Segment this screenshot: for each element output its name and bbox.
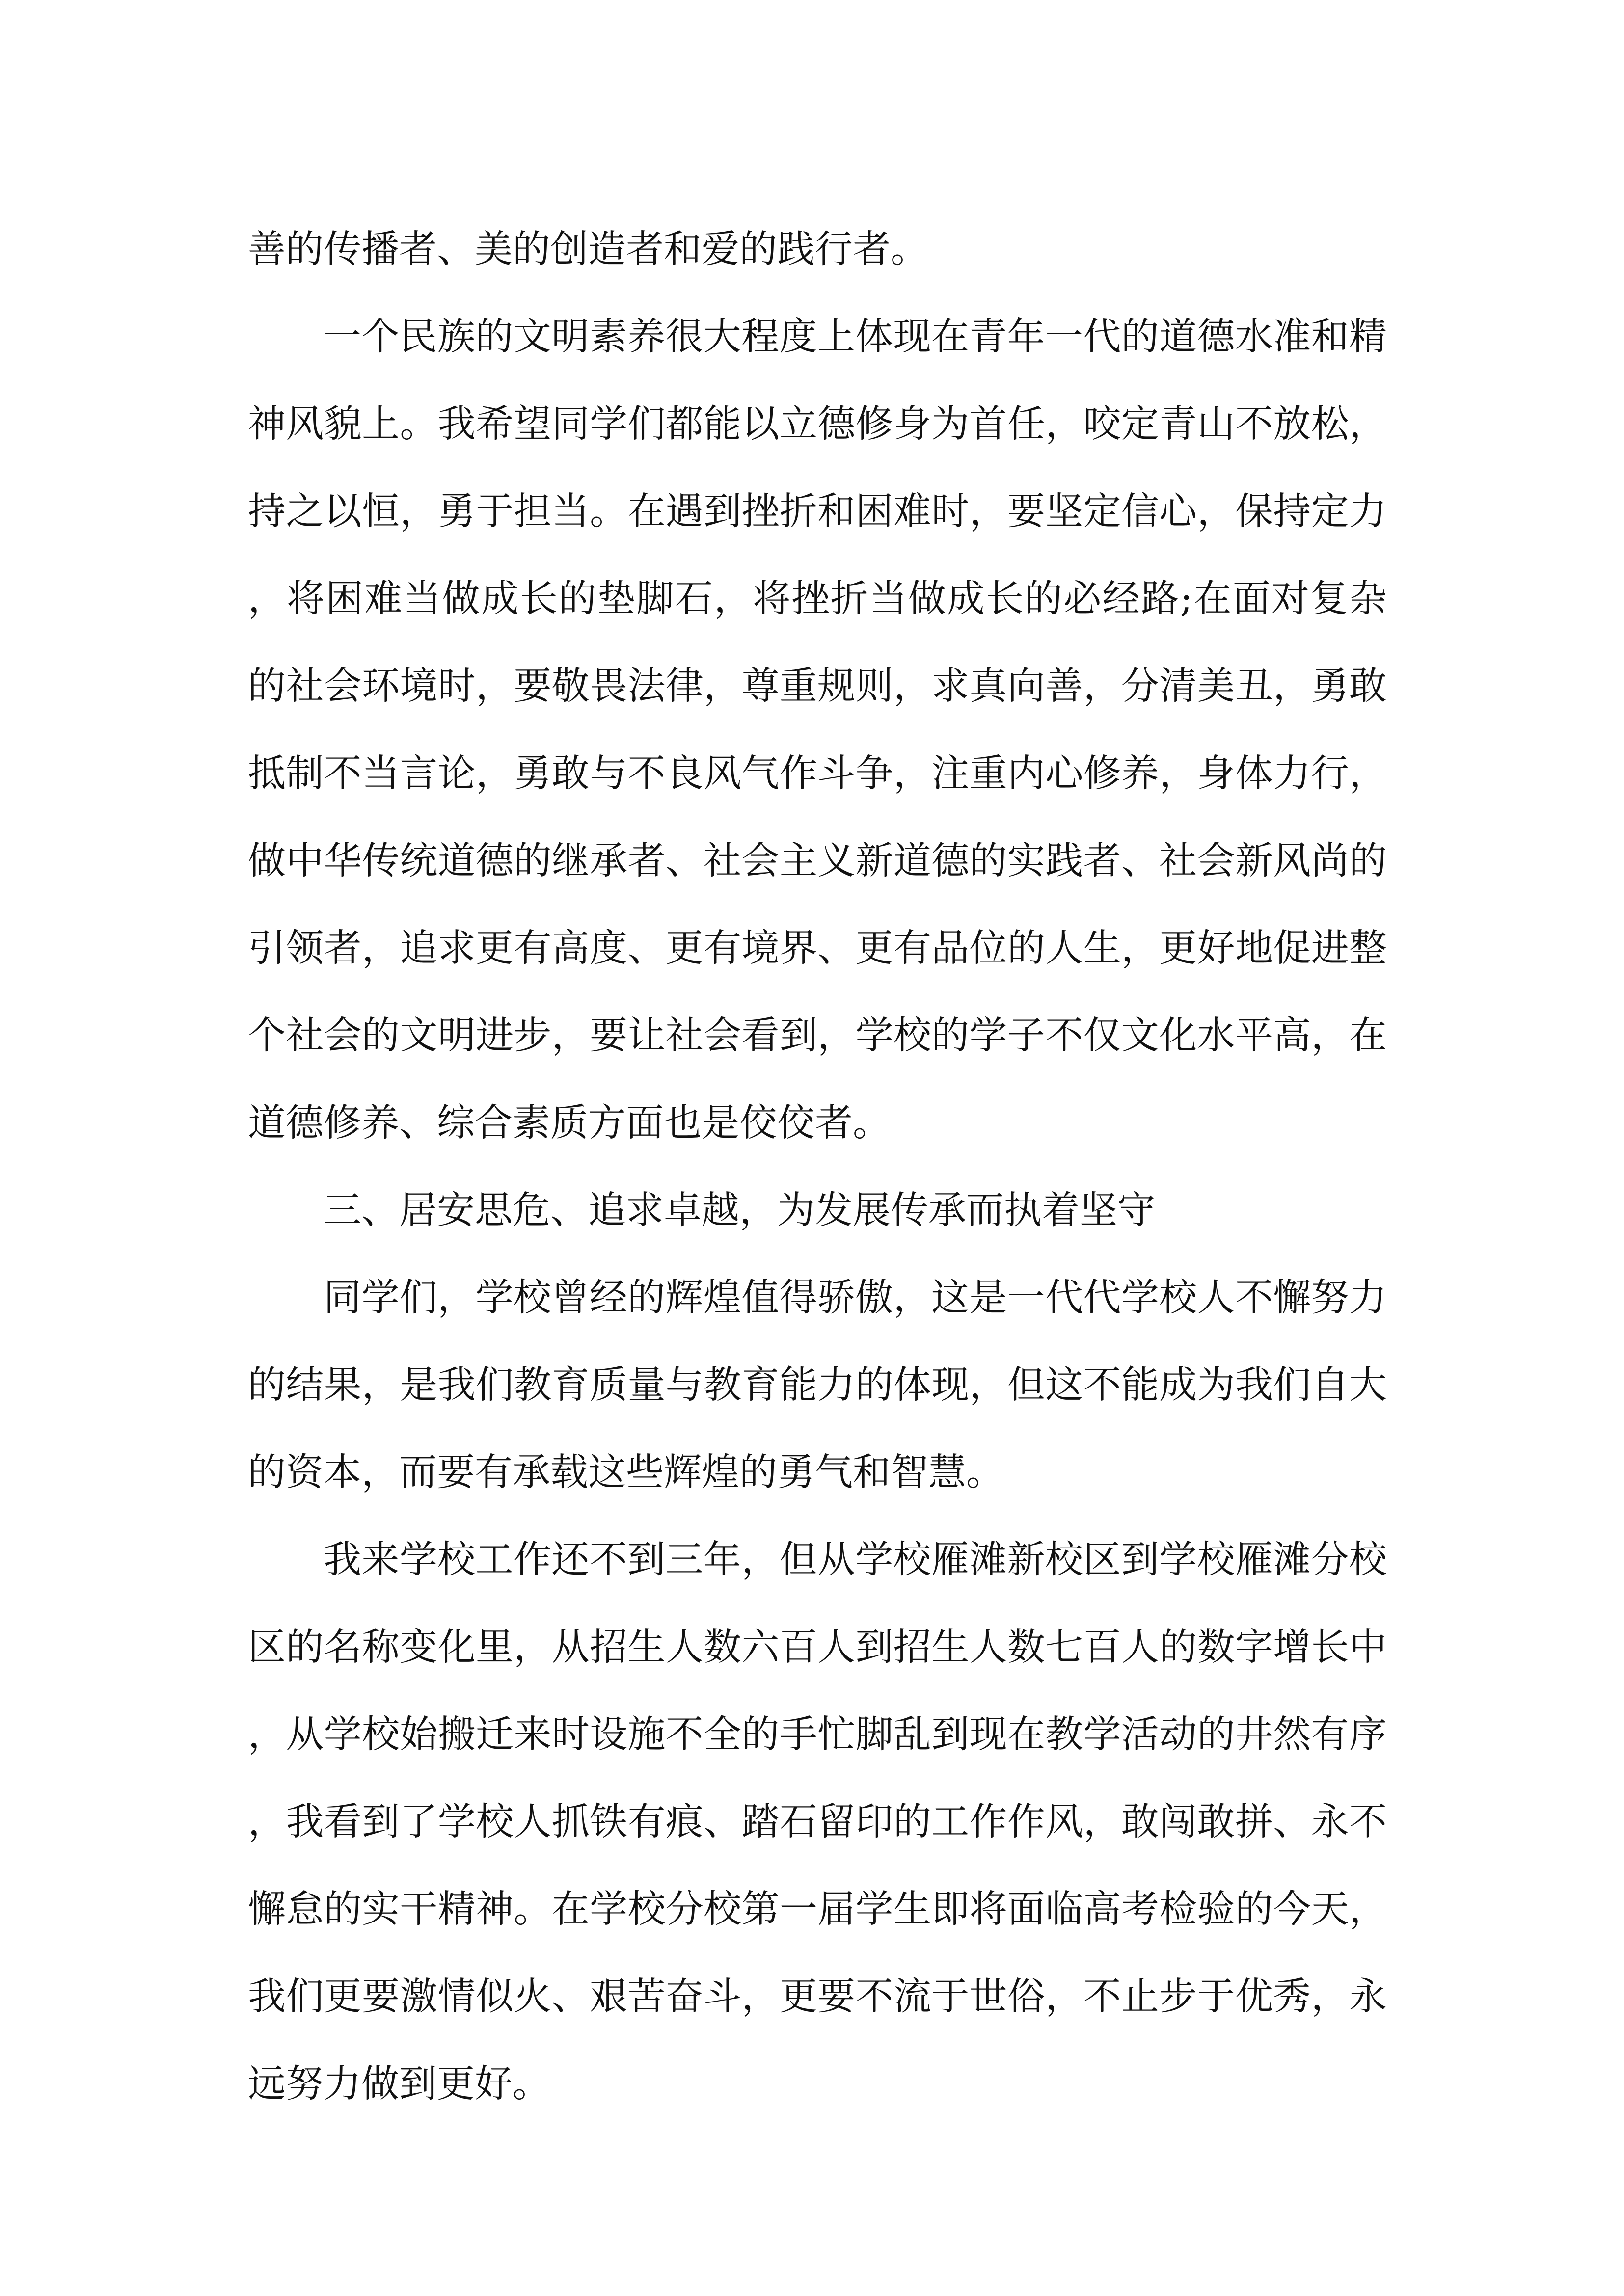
- section-heading-3: 三、居安思危、追求卓越，为发展传承而执着坚守: [324, 1189, 1155, 1232]
- paragraph-2: 一个民族的文明素养很大程度上体现在青年一代的道德水准和精神风貌上。我希望同学们都能以立德修身为首任，咬定青山不放松，持之以恒，勇于担当。在遇到挫折和困难时，要坚定信心，保持定力，将困难当做成长的垫脚石，将挫折当做成长的必经路;在面对复杂的社会环境时，要敬畏法律，尊重规则，求真向善，分清美丑，勇敢抵制不当言论，勇敢与不良风气作斗争，注重内心修养，身体力行，做中华传统道德的继承者、社会主义新道德的实践者、社会新风尚的引领者，追求更有高度、更有境界、更有品位的人生，更好地促进整个社会的文明进步，要让社会看到，学校的学子不仅文化水平高，在道德修养、综合素质方面也是佼佼者。: [248, 315, 1387, 1145]
- paragraph-1: 善的传播者、美的创造者和爱的践行者。: [248, 228, 928, 271]
- paragraph-5: 我来学校工作还不到三年，但从学校雁滩新校区到学校雁滩分校区的名称变化里，从招生人数六百人到招生人数七百人的数字增长中，从学校始搬迁来时设施不全的手忙脚乱到现在教学活动的井然有序，我看到了学校人抓铁有痕、踏石留印的工作作风，敢闯敢拼、永不懈怠的实干精神。在学校分校第一届学生即将面临高考检验的今天，我们更要激情似火、艰苦奋斗，更要不流于世俗，不止步于优秀，永远努力做到更好。: [248, 1538, 1387, 2106]
- document-body: [248, 206, 1387, 2128]
- paragraph-4: 同学们，学校曾经的辉煌值得骄傲，这是一代代学校人不懈努力的结果，是我们教育质量与教育能力的体现，但这不能成为我们自大的资本，而要有承载这些辉煌的勇气和智慧。: [248, 1276, 1387, 1495]
